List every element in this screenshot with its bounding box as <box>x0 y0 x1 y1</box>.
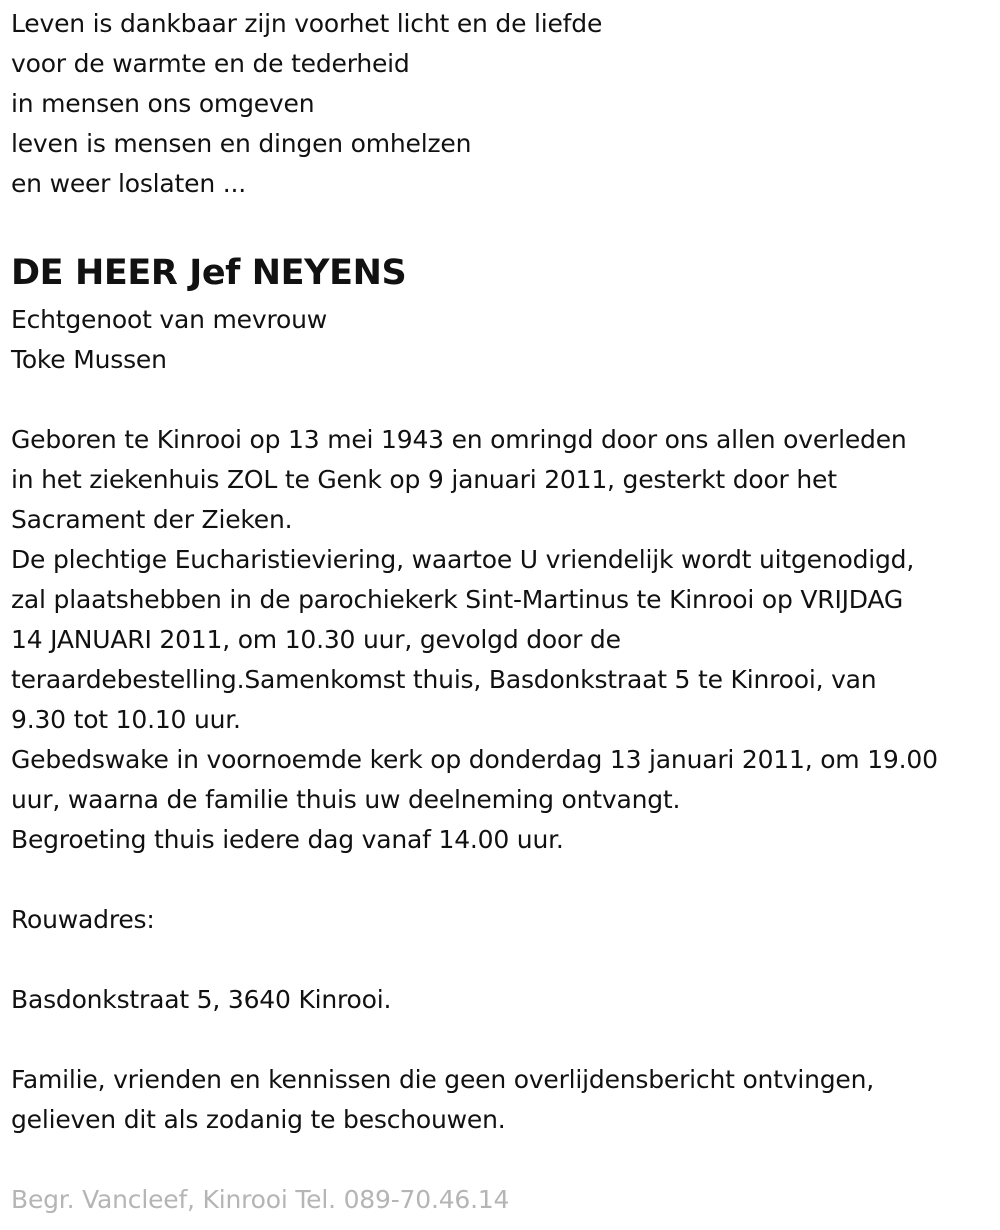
spacer <box>11 940 996 980</box>
spacer <box>11 1140 996 1180</box>
body-line: teraardebestelling.Samenkomst thuis, Basdonkstraat 5 te Kinrooi, van <box>11 665 877 694</box>
funeral-home-footer: Begr. Vancleef, Kinrooi Tel. 089-70.46.14 <box>11 1185 510 1214</box>
body-line: Gebedswake in voornoemde kerk op donderdag 13 januari 2011, om 19.00 <box>11 745 938 774</box>
spouse-line: Echtgenoot van mevrouw <box>11 305 327 334</box>
poem-line: in mensen ons omgeven <box>11 89 315 118</box>
body-line: Begroeting thuis iedere dag vanaf 14.00 uur. <box>11 825 564 854</box>
body-line: 9.30 tot 10.10 uur. <box>11 705 241 734</box>
notice <box>11 1060 996 1140</box>
spouse-info <box>11 300 996 380</box>
spacer <box>11 860 996 900</box>
poem-line: Leven is dankbaar zijn voorhet licht en de liefde <box>11 9 603 38</box>
deceased-name: DE HEER Jef NEYENS <box>11 253 407 293</box>
body-line: De plechtige Eucharistieviering, waartoe U vriendelijk wordt uitgenodigd, <box>11 545 915 574</box>
obituary-document <box>11 4 996 1220</box>
body-line: 14 JANUARI 2011, om 10.30 uur, gevolgd door de <box>11 625 621 654</box>
spacer <box>11 1020 996 1060</box>
poem-line: en weer loslaten ... <box>11 169 246 198</box>
notice-line: gelieven dit als zodanig te beschouwen. <box>11 1105 506 1134</box>
spacer <box>11 204 996 244</box>
poem <box>11 4 996 204</box>
rouwadres-label: Rouwadres: <box>11 905 155 934</box>
spouse-line: Toke Mussen <box>11 345 167 374</box>
body-line: uur, waarna de familie thuis uw deelneming ontvangt. <box>11 785 681 814</box>
spacer <box>11 380 996 420</box>
body-line: Geboren te Kinrooi op 13 mei 1943 en omringd door ons allen overleden <box>11 425 907 454</box>
poem-line: voor de warmte en de tederheid <box>11 49 410 78</box>
notice-line: Familie, vrienden en kennissen die geen overlijdensbericht ontvingen, <box>11 1065 875 1094</box>
body-line: in het ziekenhuis ZOL te Genk op 9 januari 2011, gesterkt door het <box>11 465 837 494</box>
body-line: zal plaatshebben in de parochiekerk Sint-Martinus te Kinrooi op VRIJDAG <box>11 585 904 614</box>
announcement-body <box>11 420 996 860</box>
poem-line: leven is mensen en dingen omhelzen <box>11 129 472 158</box>
body-line: Sacrament der Zieken. <box>11 505 293 534</box>
rouwadres-address: Basdonkstraat 5, 3640 Kinrooi. <box>11 985 392 1014</box>
